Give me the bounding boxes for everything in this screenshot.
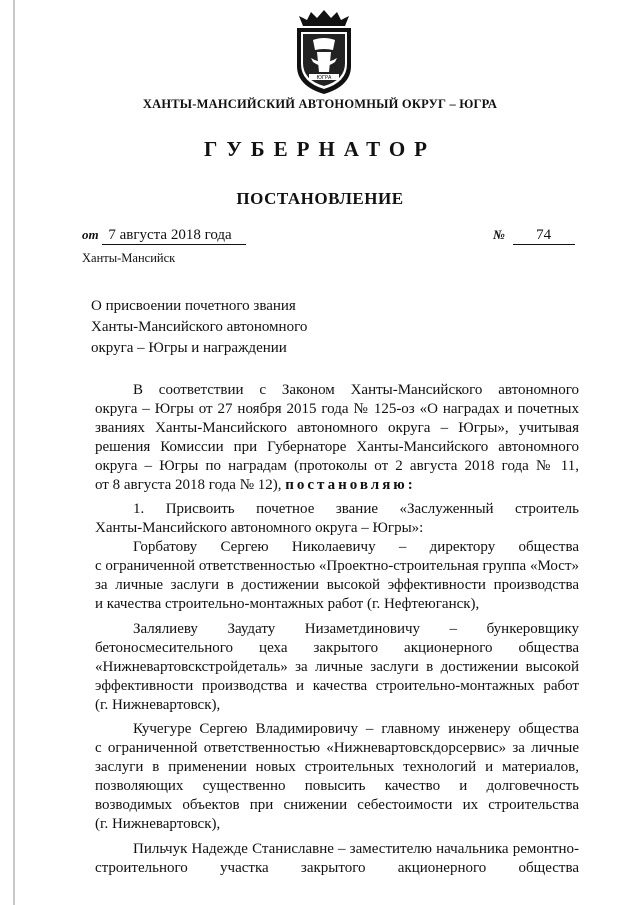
awardee-line: бетоносмесительного цеха закрытого акционерного общества [95,639,579,656]
preamble-line: В соответствии с Законом Ханты-Мансийского автономного [133,382,579,398]
preamble-line: званиях Ханты-Мансийского автономного округа – Югры», учитывая [95,419,579,436]
awardee-line: строительного участка закрытого акционерного общества [95,859,579,876]
preamble-last-line [95,476,579,495]
subject-line: Ханты-Мансийского автономного [91,319,308,335]
date-prefix: от [82,227,99,242]
scan-edge-line [13,0,15,905]
awardee-line: с ограниченной ответственностью «Нижневартовскдорсервис» за личные [95,740,579,757]
document-subject [91,296,391,359]
document-body [95,381,579,878]
resolve-word: постановляю: [285,476,416,493]
awardee-line: и качества строительно-монтажных работ (г. Нефтеюганск), [95,595,480,612]
authority-title: ГУБЕРНАТОР [203,137,437,161]
document-number [493,227,575,245]
awardee-line: возводимых объектов при снижении себестоимости их строительства [95,797,579,814]
item1-line: Ханты-Мансийского автономного округа – Югры»: [95,520,424,537]
coat-of-arms-emblem [289,6,359,98]
awardee-line: позволяющих существенно повысить качество и долговечность [95,778,579,795]
preamble-line: округа – Югры от 27 ноября 2015 года № 125-оз «О наградах и почетных [95,400,579,417]
awardee-line: «Нижневартовскстройдеталь» за личные заслуги в достижении высокой [95,658,579,675]
organization-title: ХАНТЫ-МАНСИЙСКИЙ АВТОНОМНЫЙ ОКРУГ – ЮГРА [142,97,498,111]
document-type-title: ПОСТАНОВЛЕНИЕ [236,189,404,208]
awardee-line: заслуги в применении новых строительных технологий и материалов, [95,759,579,776]
awardee-line: Пильчук Надежде Станиславне – заместителю начальника ремонтно- [133,840,579,857]
number-prefix: № [493,227,505,242]
subject-line: О присвоении почетного звания [91,298,296,314]
awardee-line: (г. Нижневартовск), [95,815,221,832]
document-date [82,227,246,245]
awardee-line: за личные заслуги в достижении высокой эффективности производства [95,577,579,594]
date-value: 7 августа 2018 года [102,227,245,245]
awardee-line: Кучегуре Сергею Владимировичу – главному инженеру общества [133,721,579,738]
preamble-line: округа – Югры по наградам (протоколы от 2 августа 2018 года № 11, [95,457,579,474]
subject-line: округа – Югры и награждении [91,340,287,356]
awardee-line: эффективности производства и качества строительно-монтажных работ [95,677,579,694]
number-value: 74 [513,227,575,245]
awardee-line: Горбатову Сергею Николаевичу – директору общества [133,539,579,556]
awardee-line: (г. Нижневартовск), [95,696,221,713]
awardee-line: Залялиеву Заудату Низаметдиновичу – бункеровщику [133,620,579,637]
item1-line: 1. Присвоить почетное звание «Заслуженный строитель [133,501,579,518]
document-city: Ханты-Мансийск [82,251,176,265]
preamble-line: решения Комиссии при Губернаторе Ханты-Мансийского автономного [95,438,579,455]
awardee-line: с ограниченной ответственностью «Проектно-строительная группа «Мост» [95,558,579,575]
emblem-label: ЮГРА [316,75,332,81]
preamble-last-text: от 8 августа 2018 года № 12), [95,476,282,493]
